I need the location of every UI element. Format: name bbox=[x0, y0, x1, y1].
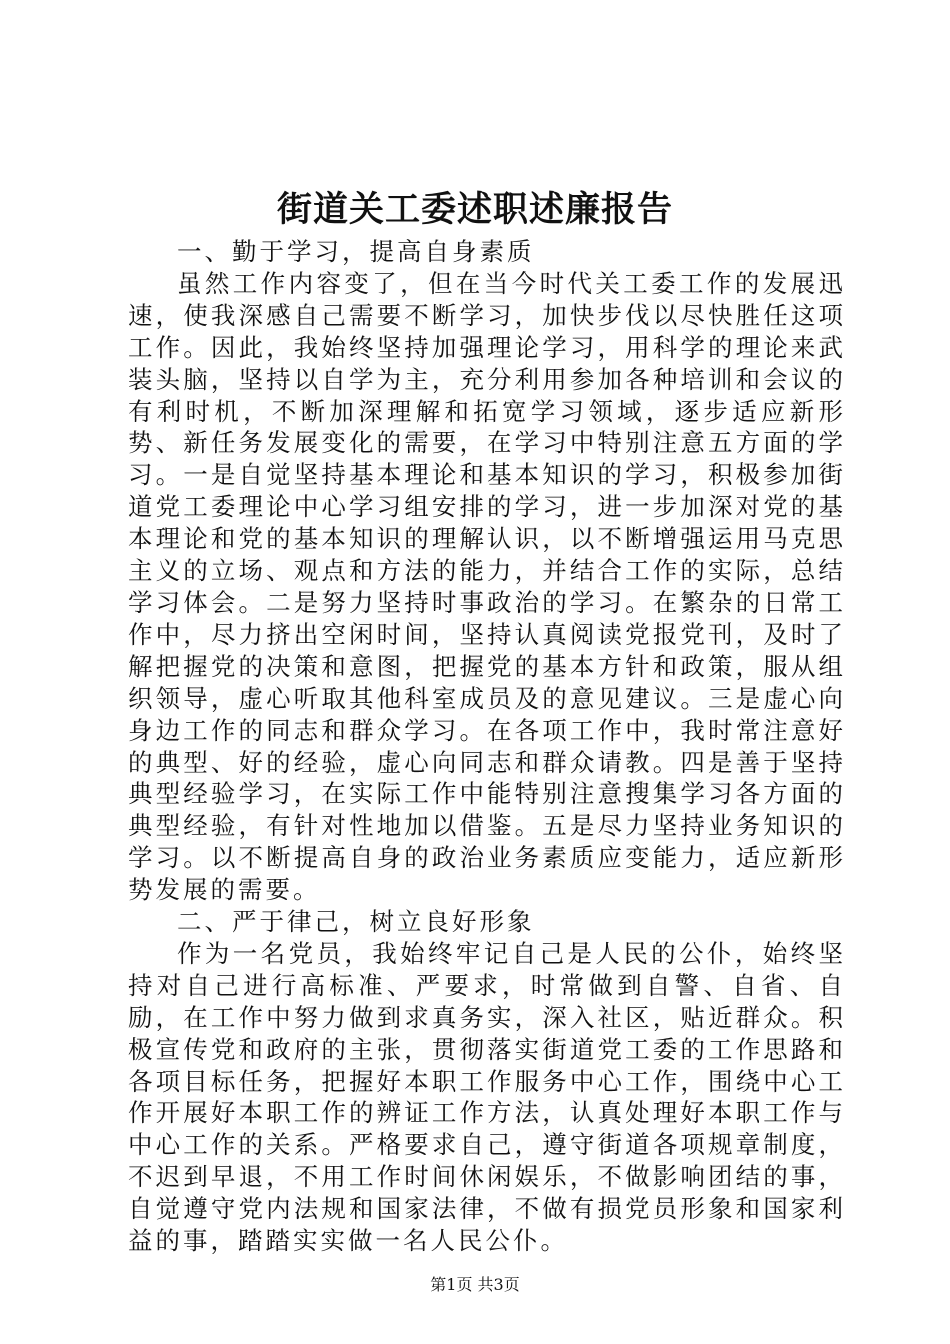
section-heading-1: 一、勤于学习，提高自身素质 bbox=[177, 237, 535, 266]
page-footer: 第1页 共3页 bbox=[430, 1275, 520, 1294]
paragraph-1: 虽然工作内容变了，但在当今时代关工委工作的发展迅速，使我深感自己需要不断学习，加快步伐以尽快胜任这项工作。因此，我始终坚持加强理论学习，用科学的理论来武装头脑，坚持以自学为主，充分利用参加各种培训和会议的有利时机，不断加深理解和拓宽学习领域，逐步适应新形势、新任务发展变化的需要，在学习中特别注意五方面的学习。一是自觉坚持基本理论和基本知识的学习，积极参加街道党工委理论中心学习组安排的学习，进一步加深对党的基本理论和党的基本知识的理解认识，以不断增强运用马克思主义的立场、观点和方法的能力，并结合工作的实际，总结学习体会。二是努力坚持时事政治的学习。在繁杂的日常工作中，尽力挤出空闲时间，坚持认真阅读党报党刊，及时了解把握党的决策和意图，把握党的基本方针和政策，服从组织领导，虚心听取其他科室成员及的意见建议。三是虚心向身边工作的同志和群众学习。在各项工作中，我时常注意好的典型、好的经验，虚心向同志和群众请教。四是善于坚持典型经验学习，在实际工作中能特别注意搜集学习各方面的典型经验，有针对性地加以借鉴。五是尽力坚持业务知识的学习。以不断提高自身的政治业务素质应变能力，适应新形势发展的需要。 bbox=[128, 268, 846, 905]
paragraph-2: 作为一名党员，我始终牢记自己是人民的公仆，始终坚持对自己进行高标准、严要求，时常做到自警、自省、自励，在工作中努力做到求真务实，深入社区，贴近群众。积极宣传党和政府的主张，贯彻落实街道党工委的工作思路和各项目标任务，把握好本职工作服务中心工作，围绕中心工作开展好本职工作的辨证工作方法，认真处理好本职工作与中心工作的关系。严格要求自己，遵守街道各项规章制度，不迟到早退，不用工作时间休闲娱乐，不做影响团结的事，自觉遵守党内法规和国家法律，不做有损党员形象和国家利益的事，踏踏实实做一名人民公仆。 bbox=[128, 938, 846, 1256]
document-body bbox=[128, 236, 846, 1257]
document-title: 街道关工委述职述廉报告 bbox=[276, 189, 673, 230]
section-heading-2: 二、严于律己，树立良好形象 bbox=[177, 907, 535, 937]
